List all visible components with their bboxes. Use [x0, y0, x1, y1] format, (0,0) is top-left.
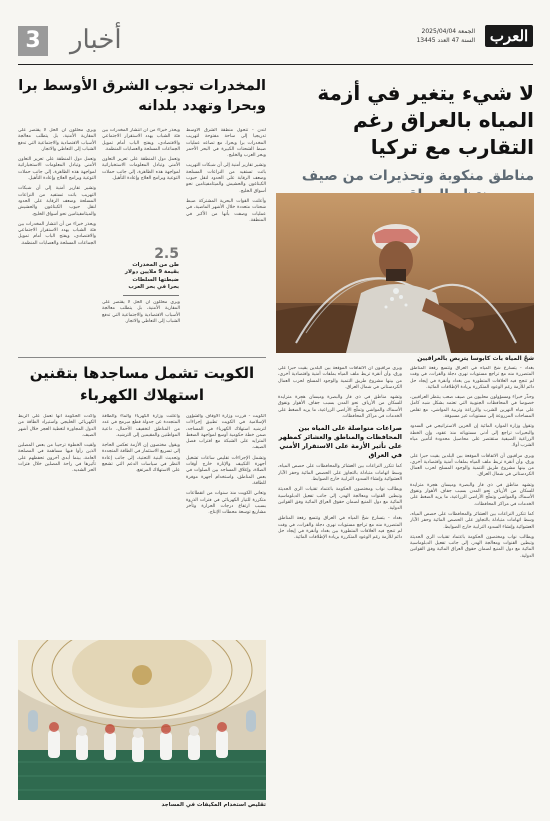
main-paragraph: ويطالب نواب ومختصون الحكومة باعتماد تقنيات الري الحديثة وتبطين القنوات ومعالجة الهدر، إلى جانب تفعيل الدبلوماسية المائية مع دول المنبع لضمان حقوق العراق المائية وفق القوانين الدولية. [278, 487, 402, 512]
main-photo-caption: شحّ المياه بات كابوسا يتربص بالعراقيين [417, 355, 534, 362]
newspaper-logo: العرب [485, 25, 533, 47]
main-subhead: صراعات متواصلة على المياه بين المحافظات والمناطق والعشائر كمظهر على تأثير الأزمة على الاستقرار الأمني في العراق [278, 424, 402, 460]
drugs-paragraph: وأعلنت القوات البحرية المشتركة ضبط شحنات متعددة خلال الأشهر الماضية، في عمليات وصفت بأنها من الأكبر في المنطقة. [186, 198, 266, 223]
drugs-headline: المخدرات تجوب الشرق الأوسط برا وبحرا وتهدد بلدانه [18, 78, 266, 114]
main-deck: مناطق منكوبة وتحذيرات من صيف [301, 168, 534, 184]
mosque-photo-caption: تقليص استخدام المكيفات في المساجد [161, 802, 266, 808]
mosque-photo [18, 640, 266, 800]
masthead-rule [18, 64, 533, 65]
drugs-stat-box [123, 246, 179, 299]
main-paragraph: ويرى مراقبون أن الاتفاقات الموقعة بين البلدين بقيت حبرا على ورق، وأن أنقرة تربط ملف المياه بملفات أمنية واقتصادية أخرى، من بينها مشروع طريق التنمية والوجود المسلح لحزب العمال الكردستاني في شمال العراق. [278, 366, 402, 390]
main-story-header [278, 80, 534, 205]
drugs-paragraph: ويرى محللون أن الحل لا يقتصر على المقاربة الأمنية، بل يتطلب معالجة الأسباب الاقتصادية والاجتماعية التي تدفع الشباب إلى التعاطي والاتجار. [102, 300, 180, 324]
drugs-paragraph: ويحذر خبراء من أن انتشار المخدرات بين فئة الشباب يهدد الاستقرار الاجتماعي والاقتصادي، ويفتح الباب أمام تمويل الجماعات المسلحة والعصابات المنظمة. [102, 128, 180, 152]
kuwait-paragraph: وتشمل الإجراءات تقليص ساعات تشغيل أجهزة التكييف والإنارة خارج أوقات الصلاة، وإغلاق المساجد بين الصلوات في بعض المناطق، واستخدام أجهزة موفرة للطاقة. [186, 455, 266, 486]
drugs-story-header [18, 76, 266, 116]
masthead [18, 24, 533, 62]
page-number: 3 [18, 26, 48, 56]
main-story-column-1 [410, 366, 534, 806]
kuwait-paragraph: ويقول مختصون إن الأزمة تعكس الحاجة إلى تسريع الاستثمار في الطاقة المتجددة وتحديث البنية التحتية، إلى جانب إعادة النظر في سياسات الدعم التي تشجع على الاستهلاك المرتفع. [102, 443, 180, 474]
main-paragraph: وتشهد مناطق في ذي قار والبصرة وميسان هجرة متزايدة للسكان من الأرياف نحو المدن بسبب جفاف الأهوار ونفوق الأسماك والمواشي وتملّح الأراضي الزراعية، ما يزيد الضغط على الخدمات في مراكز المحافظات. [410, 482, 534, 507]
kuwait-column-3 [18, 414, 96, 636]
kuwait-column-1 [186, 414, 266, 636]
drugs-paragraph: ويرى محللون أن الحل لا يقتصر على المقاربة الأمنية، بل يتطلب معالجة الأسباب الاقتصادية والاجتماعية التي تدفع الشباب إلى التعاطي والاتجار. [18, 128, 96, 152]
kuwait-paragraph: ولقيت الخطوة ترحيبا من بعض المصلين الذين رأوا فيها مساهمة في المصلحة العامة، بينما أبدى آخرون تحفظهم على تأثيرها في راحة المصلين خلال فترات الحر الشديد. [18, 443, 96, 474]
kuwait-paragraph: وأكدت الحكومة أنها تعمل على الربط الكهربائي الخليجي واستيراد الطاقة من الدول المجاورة لتغطية العجز خلال أشهر الصيف. [18, 414, 96, 438]
section-title: أخبار [70, 25, 122, 55]
drugs-stat-number: 2.5 [154, 246, 179, 262]
quote-divider [123, 295, 179, 296]
kuwait-paragraph: وأعلنت وزارة الكهرباء والماء والطاقة المتجددة عن جدولة قطع مبرمج في عدد من المناطق لتخفيف الأحمال، داعية المواطنين والمقيمين إلى الترشيد. [102, 414, 180, 438]
kuwait-paragraph: وتعاني الكويت منذ سنوات من انقطاعات متكررة للتيار الكهربائي في فترات الذروة بسبب ارتفاع درجات الحرارة وتأخر مشاريع توسعة محطات الإنتاج. [186, 491, 266, 516]
kuwait-headline: الكويت تشمل مساجدها بتقنين استهلاك الكهرباء [29, 364, 255, 404]
issue-date: الجمعة 2025/04/04 [421, 28, 475, 35]
drugs-paragraph: وتعمل دول المنطقة على تعزيز التعاون الأمني وتبادل المعلومات الاستخباراتية لمواجهة هذه الظاهرة، إلى جانب حملات التوعية وبرامج العلاج وإعادة التأهيل. [102, 157, 180, 182]
main-paragraph: ويرى مراقبون أن الاتفاقات الموقعة بين البلدين بقيت حبرا على ورق، وأن أنقرة تربط ملف المياه بملفات أمنية واقتصادية أخرى، من بينها مشروع طريق التنمية والوجود المسلح لحزب العمال الكردستاني في شمال العراق. [410, 453, 534, 478]
kuwait-paragraph: الكويت - قررت وزارة الأوقاف والشؤون الإسلامية في الكويت تطبيق إجراءات لترشيد استهلاك الكهرباء في المساجد، ضمن خطة حكومية أوسع لمواجهة الضغط المتزايد على الشبكة مع اقتراب فصل الصيف. [186, 414, 266, 451]
drugs-column-3 [18, 128, 96, 353]
main-paragraph: وتشهد مناطق في ذي قار والبصرة وميسان هجرة متزايدة للسكان من الأرياف نحو المدن بسبب جفاف الأهوار ونفوق الأسماك والمواشي وتملّح الأراضي الزراعية، ما يزيد الضغط على الخدمات في مراكز المحافظات. [278, 395, 402, 420]
main-paragraph: وتقول وزارة الموارد المائية إن الخزين الاستراتيجي في السدود والبحيرات تراجع إلى أدنى مستوياته منذ عقود، وإن الخطة الزراعية الصيفية ستقتصر على محاصيل محدودة لتأمين مياه الشرب أولا. [410, 424, 534, 449]
main-paragraph: ويطالب نواب ومختصون الحكومة باعتماد تقنيات الري الحديثة وتبطين القنوات ومعالجة الهدر، إلى جانب تفعيل الدبلوماسية المائية مع دول المنبع لضمان حقوق العراق المائية وفق القوانين الدولية. [410, 534, 534, 559]
kuwait-story-header [18, 362, 266, 406]
drugs-stat-text: طن من المخدرات بقيمة 9 ملايين دولار ضبطتها السلطات بحرا في بحر العرب [124, 262, 179, 291]
story-divider [18, 357, 266, 358]
drugs-paragraph: وتشير تقارير أمنية إلى أن شبكات التهريب باتت تستفيد من النزاعات المسلحة وضعف الرقابة على الحدود لنقل حبوب الكبتاغون والحشيش والميثامفيتامين نحو أسواق الخليج. [186, 163, 266, 194]
drugs-paragraph: وتشير تقارير أمنية إلى أن شبكات التهريب باتت تستفيد من النزاعات المسلحة وضعف الرقابة على الحدود لنقل حبوب الكبتاغون والحشيش والميثامفيتامين نحو أسواق الخليج. [18, 186, 96, 217]
main-paragraph: كما تتكرر النزاعات بين العشائر والمحافظات على حصص المياه، وسط اتهامات متبادلة بالتجاوز على الحصص المائية وحفر الآبار العشوائية وإنشاء السدود الترابية خارج الضوابط. [278, 464, 402, 482]
main-headline: لا شيء يتغير في أزمة المياه بالعراق رغم التقارب مع تركيا [317, 81, 534, 159]
main-paragraph: بغداد - يتسارع شحّ المياه في العراق وتتسع رقعة المناطق المتضررة منه مع تراجع مستويات نهري دجلة والفرات، في وقت لم تنجح فيه العلاقات المتطورة بين بغداد وأنقرة في إيجاد حل دائم للأزمة رغم الوعود المتكررة بزيادة الإطلاقات المائية. [278, 516, 402, 541]
main-paragraph: وحذّر خبراء ومسؤولون محليون من صيف صعب ينتظر العراقيين، خصوصا في المحافظات الجنوبية التي تعتمد بشكل شبه كامل على مياه النهرين للشرب والزراعة وتربية المواشي، مع تقلص المساحات المزروعة إلى مستويات غير مسبوقة. [410, 395, 534, 420]
issue-number: السنة 47 العدد 13445 [416, 37, 475, 44]
water-crisis-illustration [276, 193, 534, 353]
drugs-column-1 [186, 128, 266, 353]
drugs-paragraph: لندن - تتحول منطقة الشرق الأوسط تدريجيا إلى ساحة مفتوحة لتهريب المخدرات برا وبحرا، مع تصاعد عمليات ضبط الشحنات الكبيرة في البحر الأحمر وبحر العرب والخليج. [186, 128, 266, 159]
mosque-illustration [18, 640, 266, 800]
kuwait-column-2 [102, 414, 180, 636]
main-story-column-2 [278, 366, 402, 806]
issue-info [416, 27, 475, 45]
drugs-paragraph: وتعمل دول المنطقة على تعزيز التعاون الأمني وتبادل المعلومات الاستخباراتية لمواجهة هذه الظاهرة، إلى جانب حملات التوعية وبرامج العلاج وإعادة التأهيل. [18, 157, 96, 182]
main-paragraph: بغداد - يتسارع شحّ المياه في العراق وتتسع رقعة المناطق المتضررة منه مع تراجع مستويات نهري دجلة والفرات، في وقت لم تنجح فيه العلاقات المتطورة بين بغداد وأنقرة في إيجاد حل دائم للأزمة رغم الوعود المتكررة بزيادة الإطلاقات المائية. [410, 366, 534, 390]
water-crisis-photo [276, 193, 534, 353]
drugs-column-2b [102, 300, 180, 353]
drugs-column-2 [102, 128, 180, 240]
drugs-paragraph: ويحذر خبراء من أن انتشار المخدرات بين فئة الشباب يهدد الاستقرار الاجتماعي والاقتصادي، ويفتح الباب أمام تمويل الجماعات المسلحة والعصابات المنظمة. [18, 221, 96, 246]
main-paragraph: كما تتكرر النزاعات بين العشائر والمحافظات على حصص المياه، وسط اتهامات متبادلة بالتجاوز على الحصص المائية وحفر الآبار العشوائية وإنشاء السدود الترابية خارج الضوابط. [410, 511, 534, 530]
